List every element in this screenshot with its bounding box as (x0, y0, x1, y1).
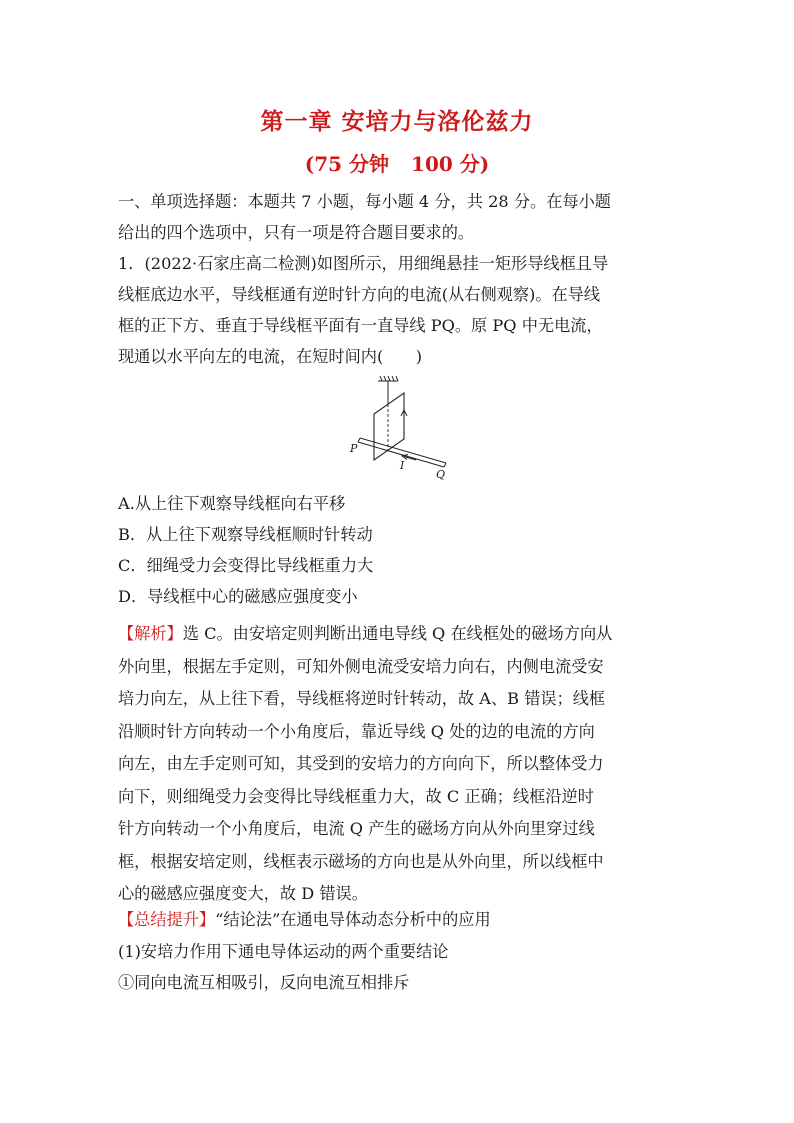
option-d: D．导线框中心的磁感应强度变小 (118, 587, 358, 606)
summary-line: (1)安培力作用下通电导体运动的两个重要结论 (118, 941, 449, 961)
question-1-stem-line: 1．(2022·石家庄高二检测)如图所示，用细绳悬挂一矩形导线框且导 (118, 254, 609, 273)
label-q: Q (436, 468, 446, 481)
analysis-line: 向下，则细绳受力会变得比导线框重力大，故 C 正确；线框沿逆时 (118, 786, 594, 806)
section-instruction-line: 给出的四个选项中，只有一项是符合题目要求的。 (118, 223, 475, 242)
option-c: C．细绳受力会变得比导线框重力大 (118, 556, 374, 575)
question-1-stem-line: 线框底边水平，导线框通有逆时针方向的电流(从右侧观察)。在导线 (118, 285, 601, 304)
exam-time: (75 分钟 (304, 152, 390, 176)
analysis-line: 针方向转动一个小角度后，电流 Q 产生的磁场方向从外向里穿过线 (118, 819, 595, 838)
answer-options (118, 488, 684, 612)
wire-frame-figure (346, 376, 456, 482)
ceiling-support (378, 376, 398, 381)
analysis-tag: 【解析】 (118, 624, 183, 643)
analysis-line: 外向里，根据左手定则，可知外侧电流受安培力向右，内侧电流受安 (118, 656, 604, 676)
label-i: I (400, 459, 405, 472)
analysis-line: 沿顺时针方向转动一个小角度后，靠近导线 Q 处的边的电流的方向 (118, 721, 595, 741)
summary-block (118, 904, 684, 999)
option-a: A.从上往下观察导线框向右平移 (118, 494, 346, 513)
summary-heading: 【总结提升】“结论法”在通电导体动态分析中的应用 (118, 910, 491, 929)
summary-tag: 【总结提升】 (118, 910, 216, 929)
analysis-block (118, 618, 684, 911)
analysis-line: 向左，由左手定则可知，其受到的安培力的方向向下，所以整体受力 (118, 754, 604, 773)
option-b: B．从上往下观察导线框顺时针转动 (118, 525, 373, 544)
exam-info (0, 148, 794, 177)
question-section (118, 186, 684, 372)
label-p: P (350, 442, 358, 455)
question-1-stem-line: 现通以水平向左的电流，在短时间内( ) (118, 347, 423, 366)
analysis-line: 培力向左，从上往下看，导线框将逆时针转动，故 A、B 错误；线框 (118, 689, 606, 708)
question-1-stem-line: 框的正下方、垂直于导线框平面有一直导线 PQ。原 PQ 中无电流， (118, 316, 603, 335)
analysis-line: 心的磁感应强度变大，故 D 错误。 (118, 884, 368, 903)
analysis-line: 【解析】选 C。由安培定则判断出通电导线 Q 在线框处的磁场方向从 (118, 624, 613, 643)
section-instruction-line: 一、单项选择题：本题共 7 小题，每小题 4 分，共 28 分。在每小题 (118, 192, 611, 211)
chapter-title: 第一章 安培力与洛伦兹力 (260, 109, 534, 135)
summary-line: ①同向电流互相吸引，反向电流互相排斥 (118, 973, 410, 992)
exam-score: 100 分) (411, 152, 490, 176)
analysis-line: 框，根据安培定则，线框表示磁场的方向也是从外向里，所以线框中 (118, 851, 604, 871)
